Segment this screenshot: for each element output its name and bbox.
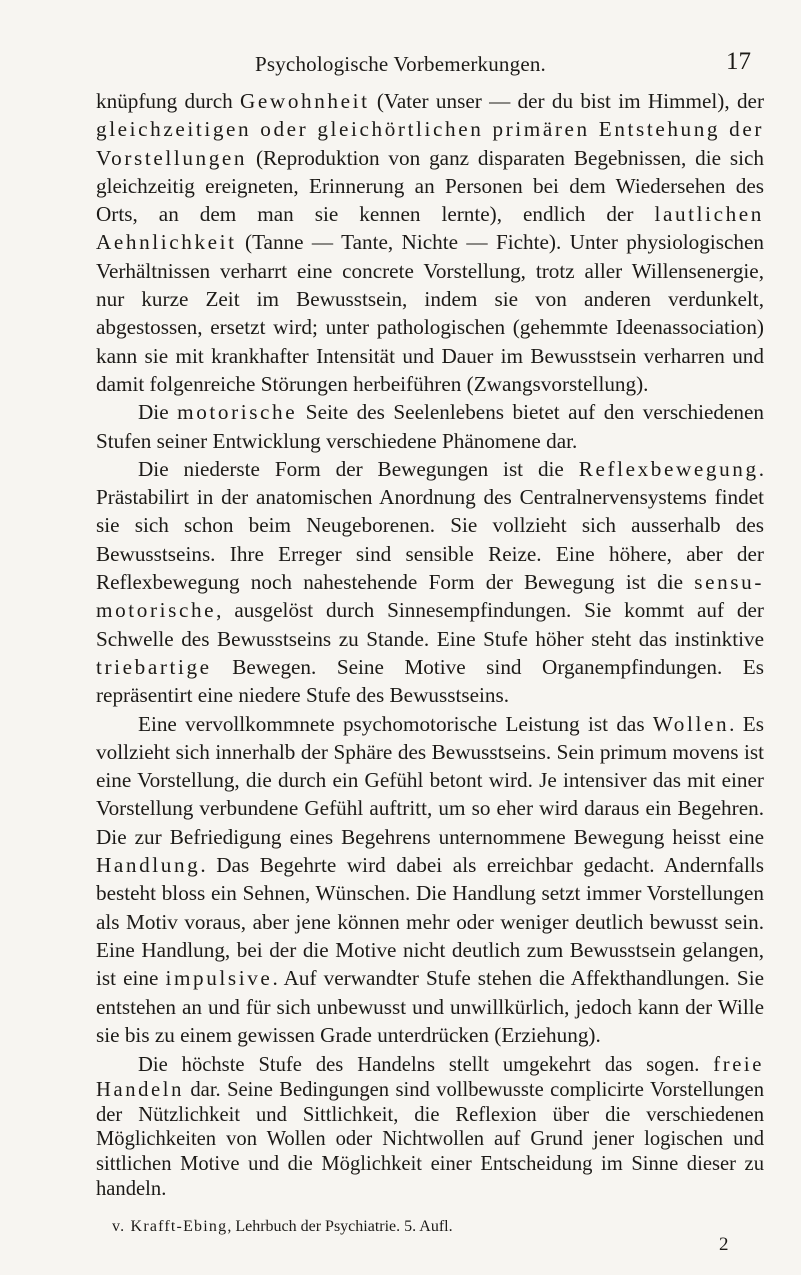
text-run: (Tanne — Tante, Nichte — Fichte). Unter physiologischen Verhältnissen verharrt eine concrete Vorstellung, trotz aller Willensenergie, nur kurze Zeit im Bewusstsein, indem sie von anderen verdunkelt, abgestossen, ersetzt wird; unter pathologischen (gehemmte Ideenassociation) kann sie mit krankhafter Intensität und Dauer im Bewusstsein verharren und damit folgenreiche Störungen herbeiführen (Zwangsvorstellung). — [96, 230, 764, 396]
paragraph-will — [96, 710, 764, 1050]
paragraph-reflex — [96, 455, 764, 710]
text-run: . Das Begehrte wird dabei als erreichbar gedacht. Andernfalls besteht bloss ein Sehnen, Wünschen. Die Handlung setzt immer Vorstellungen als Motiv voraus, aber jene können mehr oder weniger deutlich bewusst sein. Eine Handlung, bei der die Motive nicht deutlich zum Bewusstsein gelangen, ist eine — [96, 853, 764, 991]
footer-citation — [112, 1218, 453, 1236]
spaced-term: freie Handeln — [96, 1054, 764, 1101]
text-run: Bewegen. Seine Motive sind Organempfindungen. Es repräsentirt eine niedere Stufe des Bewusstseins. — [96, 654, 764, 708]
spaced-term: motorische — [177, 400, 298, 425]
spaced-term: Wollen — [652, 711, 730, 736]
spaced-term: lautlichen Aehnlichkeit — [96, 202, 764, 255]
text-run: . Prästabilirt in der anatomischen Anordnung des Centralnervensystems findet sie sich schon beim Neugeborenen. Sie vollzieht sich ausserhalb des Bewusstseins. Ihre Erreger sind sensible Reize. Eine höhere, aber der Reflexbewegung noch nahestehende Form der Bewegung ist die — [96, 456, 764, 595]
paragraph-motor-side — [96, 398, 764, 455]
page-number: 17 — [726, 48, 751, 75]
spaced-term: sensu-motorische — [96, 570, 764, 623]
spaced-term: Reflexbewegung — [578, 456, 759, 481]
text-run: Die höchste Stufe des Handelns stellt umgekehrt das sogen. — [138, 1054, 714, 1076]
paragraph-free-action — [96, 1053, 764, 1202]
text-run: Eine vervollkommnete psychomotorische Leistung ist das — [138, 711, 653, 736]
spaced-term: triebartige — [96, 654, 212, 679]
text-run: dar. Seine Bedingungen sind vollbewusste complicirte Vorstellungen der Nützlichkeit und Sittlichkeit, die Reflexion über die verschiedenen Möglichkeiten von Wollen oder Nichtwollen auf Grund jener logischen und sittlichen Motive und die Möglichkeit einer Entscheidung im Sinne dieser zu handeln. — [96, 1078, 764, 1200]
running-head — [0, 46, 801, 76]
text-run: , ausgelöst durch Sinnesempfindungen. Sie kommt auf der Schwelle des Bewusstseins zu Stande. Eine Stufe höher steht das instinktive — [96, 598, 764, 651]
paragraph-association — [96, 87, 764, 398]
footer-author: v. Krafft-Ebing — [112, 1218, 228, 1235]
spaced-term: Handlung — [96, 853, 201, 878]
footer-book: , Lehrbuch der Psychiatrie. 5. Aufl. — [227, 1218, 453, 1235]
text-run: . Es vollzieht sich innerhalb der Sphäre des Bewusstseins. Sein primum movens ist eine Vorstellung, die durch ein Gefühl betont wird. Je intensiver das mit einer Vorstellung verbundene Gefühl auftritt, um so eher wird daraus ein Begehren. Die zur Befriedigung eines Begehrens unternommene Bewegung heisst eine — [96, 711, 764, 849]
text-run: Die niederste Form der Bewegungen ist die — [138, 456, 579, 481]
signature-mark: 2 — [719, 1234, 729, 1255]
text-run: Seite des Seelenlebens bietet auf den verschiedenen Stufen seiner Entwicklung verschiedene Phänomene dar. — [96, 400, 764, 453]
spaced-term: Gewohnheit — [240, 89, 370, 113]
body-text — [96, 87, 764, 1049]
spaced-term: gleichzeitigen oder gleichörtlichen primären Entstehung der Vorstellungen — [96, 117, 764, 170]
page-title: Psychologische Vorbemerkungen. — [254, 52, 547, 76]
body-text-lower — [96, 1053, 764, 1202]
text-run: . Auf verwandter Stufe stehen die Affekthandlungen. Sie entstehen an und für sich unbewusst und unwillkürlich, jedoch kann der Wille sie bis zu einem gewissen Grade unterdrücken (Erziehung). — [96, 966, 764, 1047]
text-run: Die — [138, 400, 178, 425]
spaced-term: impulsive — [165, 966, 273, 991]
text-run: knüpfung durch — [96, 89, 241, 113]
text-run: (Reproduktion von ganz disparaten Begebnissen, die sich gleichzeitig ereigneten, Erinnerung an Personen bei dem Wiedersehen des Orts, an dem man sie kennen lernte), endlich der — [96, 145, 764, 227]
text-run: (Vater unser — der du bist im Himmel), der — [369, 89, 764, 113]
